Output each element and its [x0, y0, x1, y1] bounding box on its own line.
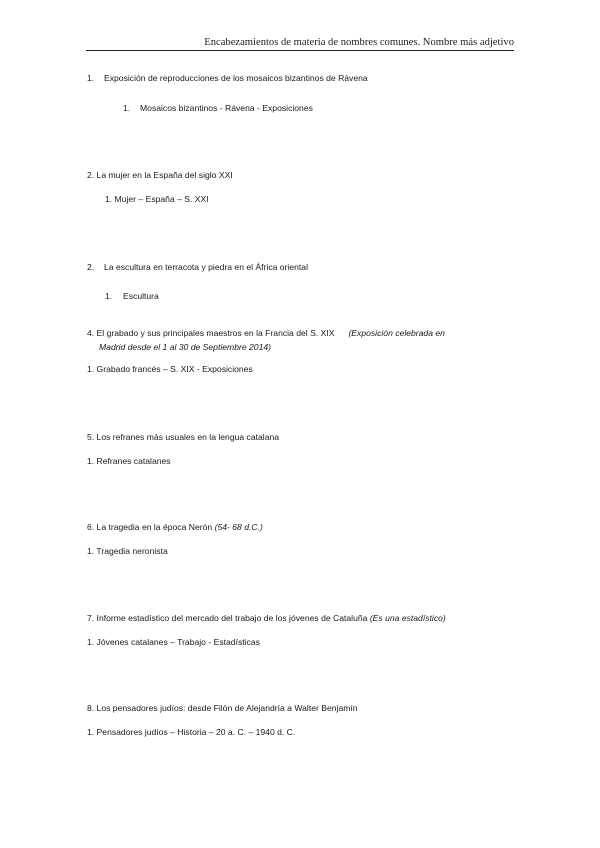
item-4-heading: 1. Grabado francés – S. XIX - Exposiciones: [87, 364, 253, 374]
item-7-title-line: [87, 613, 446, 624]
item-2-heading: 1. Mujer – España – S. XXI: [105, 194, 209, 204]
item-1-heading-number: 1.: [123, 103, 131, 113]
item-3-heading-number: 1.: [105, 291, 113, 301]
item-3-title-line: [87, 262, 308, 273]
item-5-heading: 1. Refranes catalanes: [87, 456, 171, 466]
item-2-title: 2. La mujer en la España del siglo XXI: [87, 170, 233, 180]
item-4-note-line1: (Exposición celebrada en: [348, 328, 445, 338]
item-6-heading: 1. Tragedia neronista: [87, 546, 168, 556]
item-3-heading-line: [105, 291, 159, 302]
item-6-title: 6. La tragedia en la época Nerón: [87, 522, 213, 532]
item-4-note-line2: Madrid desde el 1 al 30 de Septiembre 2014): [99, 342, 271, 352]
item-1-title-number: 1.: [87, 73, 95, 83]
page-header: Encabezamientos de materia de nombres comunes. Nombre más adjetivo: [86, 36, 514, 51]
item-7-note: (Es una estadístico): [369, 613, 446, 623]
item-8-heading: 1. Pensadores judíos – Historia – 20 a. C. – 1940 d. C.: [87, 727, 296, 737]
item-4-title: 4. El grabado y sus principales maestros en la Francia del S. XIX: [87, 328, 335, 338]
item-4-title-line: [87, 328, 445, 339]
item-8-title: 8. Los pensadores judíos: desde Filón de Alejandría a Walter Benjamín: [87, 703, 358, 713]
item-3-title-number: 2.: [87, 262, 95, 272]
item-1-heading-line: [123, 103, 313, 114]
item-3-heading: Escultura: [123, 291, 159, 301]
item-7-heading: 1. Jóvenes catalanes – Trabajo - Estadísticas: [87, 637, 260, 647]
item-1-title: Exposición de reproducciones de los mosaicos bizantinos de Rávena: [104, 73, 368, 83]
item-3-title: La escultura en terracota y piedra en el África oriental: [104, 262, 308, 272]
item-7-title: 7. Informe estadístico del mercado del trabajo de los jóvenes de Cataluña: [87, 613, 368, 623]
item-5-title: 5. Los refranes más usuales en la lengua catalana: [87, 432, 280, 442]
item-1-heading: Mosaicos bizantinos - Rávena - Exposiciones: [140, 103, 313, 113]
item-6-title-line: [87, 522, 263, 533]
item-1-title-line: [87, 73, 368, 84]
item-6-note: (54- 68 d.C.): [214, 522, 263, 532]
